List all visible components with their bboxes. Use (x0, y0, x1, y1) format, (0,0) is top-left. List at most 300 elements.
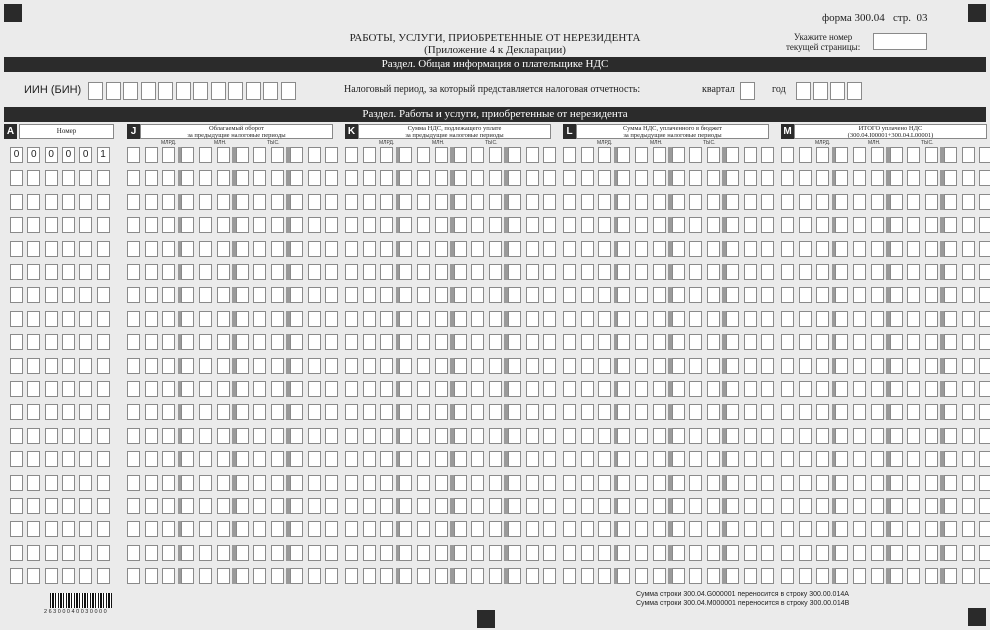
amount-digit-cell[interactable] (635, 334, 648, 350)
amount-digit-cell[interactable] (345, 475, 358, 491)
page-number-input[interactable] (873, 33, 927, 50)
number-digit-cell[interactable] (45, 404, 58, 420)
amount-digit-cell[interactable] (689, 428, 702, 444)
amount-digit-cell[interactable] (672, 381, 685, 397)
amount-digit-cell[interactable] (726, 451, 739, 467)
amount-digit-cell[interactable] (435, 241, 448, 257)
amount-digit-cell[interactable] (290, 568, 303, 584)
amount-digit-cell[interactable] (781, 334, 794, 350)
amount-digit-cell[interactable] (761, 264, 774, 280)
amount-digit-cell[interactable] (563, 521, 576, 537)
amount-digit-cell[interactable] (399, 475, 412, 491)
amount-digit-cell[interactable] (454, 428, 467, 444)
amount-digit-cell[interactable] (380, 428, 393, 444)
amount-digit-cell[interactable] (563, 568, 576, 584)
amount-digit-cell[interactable] (181, 381, 194, 397)
amount-digit-cell[interactable] (672, 404, 685, 420)
amount-digit-cell[interactable] (271, 287, 284, 303)
amount-digit-cell[interactable] (853, 311, 866, 327)
amount-digit-cell[interactable] (707, 194, 720, 210)
amount-digit-cell[interactable] (399, 311, 412, 327)
amount-digit-cell[interactable] (744, 170, 757, 186)
amount-digit-cell[interactable] (181, 217, 194, 233)
amount-digit-cell[interactable] (672, 147, 685, 163)
number-digit-cell[interactable] (27, 545, 40, 561)
amount-digit-cell[interactable] (816, 194, 829, 210)
amount-digit-cell[interactable] (145, 194, 158, 210)
amount-digit-cell[interactable] (308, 475, 321, 491)
amount-digit-cell[interactable] (598, 264, 611, 280)
amount-digit-cell[interactable] (253, 217, 266, 233)
amount-digit-cell[interactable] (217, 311, 230, 327)
amount-digit-cell[interactable] (253, 381, 266, 397)
amount-digit-cell[interactable] (925, 568, 938, 584)
amount-digit-cell[interactable] (799, 381, 812, 397)
amount-digit-cell[interactable] (145, 311, 158, 327)
amount-digit-cell[interactable] (816, 147, 829, 163)
amount-digit-cell[interactable] (653, 498, 666, 514)
number-digit-cell[interactable] (10, 311, 23, 327)
number-digit-cell[interactable] (27, 311, 40, 327)
number-digit-cell[interactable] (27, 568, 40, 584)
amount-digit-cell[interactable] (925, 498, 938, 514)
amount-digit-cell[interactable] (635, 194, 648, 210)
amount-digit-cell[interactable] (835, 217, 848, 233)
amount-digit-cell[interactable] (979, 404, 990, 420)
number-digit-cell[interactable] (27, 264, 40, 280)
amount-digit-cell[interactable] (435, 545, 448, 561)
amount-digit-cell[interactable] (689, 568, 702, 584)
amount-digit-cell[interactable] (435, 451, 448, 467)
amount-digit-cell[interactable] (162, 428, 175, 444)
amount-digit-cell[interactable] (199, 170, 212, 186)
amount-digit-cell[interactable] (890, 147, 903, 163)
amount-digit-cell[interactable] (454, 264, 467, 280)
amount-digit-cell[interactable] (127, 287, 140, 303)
amount-digit-cell[interactable] (271, 194, 284, 210)
number-digit-cell[interactable] (79, 451, 92, 467)
amount-digit-cell[interactable] (944, 147, 957, 163)
amount-digit-cell[interactable] (689, 498, 702, 514)
amount-digit-cell[interactable] (508, 287, 521, 303)
amount-digit-cell[interactable] (707, 334, 720, 350)
amount-digit-cell[interactable] (435, 194, 448, 210)
amount-digit-cell[interactable] (581, 475, 594, 491)
amount-digit-cell[interactable] (253, 241, 266, 257)
amount-digit-cell[interactable] (399, 521, 412, 537)
amount-digit-cell[interactable] (380, 194, 393, 210)
amount-digit-cell[interactable] (744, 358, 757, 374)
number-digit-cell[interactable] (27, 287, 40, 303)
amount-digit-cell[interactable] (835, 498, 848, 514)
amount-digit-cell[interactable] (454, 194, 467, 210)
amount-digit-cell[interactable] (835, 475, 848, 491)
amount-digit-cell[interactable] (979, 475, 990, 491)
amount-digit-cell[interactable] (726, 358, 739, 374)
amount-digit-cell[interactable] (290, 170, 303, 186)
amount-digit-cell[interactable] (236, 475, 249, 491)
amount-digit-cell[interactable] (181, 545, 194, 561)
amount-digit-cell[interactable] (781, 545, 794, 561)
amount-digit-cell[interactable] (835, 241, 848, 257)
amount-digit-cell[interactable] (853, 170, 866, 186)
amount-digit-cell[interactable] (689, 358, 702, 374)
amount-digit-cell[interactable] (435, 287, 448, 303)
amount-digit-cell[interactable] (162, 194, 175, 210)
amount-digit-cell[interactable] (635, 475, 648, 491)
amount-digit-cell[interactable] (907, 428, 920, 444)
amount-digit-cell[interactable] (962, 311, 975, 327)
amount-digit-cell[interactable] (508, 358, 521, 374)
amount-digit-cell[interactable] (853, 217, 866, 233)
amount-digit-cell[interactable] (435, 264, 448, 280)
amount-digit-cell[interactable] (508, 311, 521, 327)
amount-digit-cell[interactable] (563, 217, 576, 233)
number-digit-cell[interactable] (79, 521, 92, 537)
amount-digit-cell[interactable] (471, 358, 484, 374)
amount-digit-cell[interactable] (871, 498, 884, 514)
amount-digit-cell[interactable] (890, 264, 903, 280)
number-digit-cell[interactable] (79, 264, 92, 280)
amount-digit-cell[interactable] (217, 475, 230, 491)
amount-digit-cell[interactable] (907, 358, 920, 374)
amount-digit-cell[interactable] (417, 194, 430, 210)
amount-digit-cell[interactable] (871, 217, 884, 233)
amount-digit-cell[interactable] (925, 194, 938, 210)
amount-digit-cell[interactable] (325, 264, 338, 280)
amount-digit-cell[interactable] (271, 264, 284, 280)
amount-digit-cell[interactable] (707, 381, 720, 397)
amount-digit-cell[interactable] (761, 381, 774, 397)
amount-digit-cell[interactable] (598, 217, 611, 233)
number-digit-cell[interactable] (45, 287, 58, 303)
number-digit-cell[interactable] (79, 568, 92, 584)
amount-digit-cell[interactable] (581, 545, 594, 561)
amount-digit-cell[interactable] (526, 147, 539, 163)
amount-digit-cell[interactable] (907, 170, 920, 186)
amount-digit-cell[interactable] (199, 568, 212, 584)
amount-digit-cell[interactable] (380, 498, 393, 514)
amount-digit-cell[interactable] (399, 358, 412, 374)
amount-digit-cell[interactable] (890, 311, 903, 327)
amount-digit-cell[interactable] (563, 147, 576, 163)
amount-digit-cell[interactable] (890, 358, 903, 374)
amount-digit-cell[interactable] (380, 147, 393, 163)
amount-digit-cell[interactable] (417, 334, 430, 350)
amount-digit-cell[interactable] (380, 545, 393, 561)
amount-digit-cell[interactable] (363, 217, 376, 233)
amount-digit-cell[interactable] (726, 381, 739, 397)
amount-digit-cell[interactable] (399, 404, 412, 420)
amount-digit-cell[interactable] (979, 451, 990, 467)
amount-digit-cell[interactable] (162, 358, 175, 374)
amount-digit-cell[interactable] (653, 381, 666, 397)
amount-digit-cell[interactable] (816, 287, 829, 303)
amount-digit-cell[interactable] (781, 568, 794, 584)
amount-digit-cell[interactable] (489, 358, 502, 374)
amount-digit-cell[interactable] (236, 264, 249, 280)
amount-digit-cell[interactable] (853, 451, 866, 467)
amount-digit-cell[interactable] (907, 147, 920, 163)
amount-digit-cell[interactable] (181, 287, 194, 303)
amount-digit-cell[interactable] (563, 428, 576, 444)
amount-digit-cell[interactable] (435, 311, 448, 327)
amount-digit-cell[interactable] (417, 381, 430, 397)
amount-digit-cell[interactable] (290, 147, 303, 163)
amount-digit-cell[interactable] (181, 311, 194, 327)
amount-digit-cell[interactable] (653, 568, 666, 584)
amount-digit-cell[interactable] (363, 568, 376, 584)
amount-digit-cell[interactable] (543, 545, 556, 561)
amount-digit-cell[interactable] (689, 404, 702, 420)
amount-digit-cell[interactable] (962, 194, 975, 210)
number-digit-cell[interactable] (97, 334, 110, 350)
amount-digit-cell[interactable] (744, 241, 757, 257)
amount-digit-cell[interactable] (526, 217, 539, 233)
amount-digit-cell[interactable] (707, 475, 720, 491)
amount-digit-cell[interactable] (417, 264, 430, 280)
amount-digit-cell[interactable] (526, 428, 539, 444)
amount-digit-cell[interactable] (726, 194, 739, 210)
amount-digit-cell[interactable] (835, 311, 848, 327)
amount-digit-cell[interactable] (835, 170, 848, 186)
amount-digit-cell[interactable] (689, 545, 702, 561)
amount-digit-cell[interactable] (925, 428, 938, 444)
amount-digit-cell[interactable] (162, 264, 175, 280)
amount-digit-cell[interactable] (435, 521, 448, 537)
amount-digit-cell[interactable] (127, 311, 140, 327)
amount-digit-cell[interactable] (707, 428, 720, 444)
amount-digit-cell[interactable] (890, 381, 903, 397)
amount-digit-cell[interactable] (890, 521, 903, 537)
amount-digit-cell[interactable] (325, 568, 338, 584)
amount-digit-cell[interactable] (145, 170, 158, 186)
amount-digit-cell[interactable] (399, 170, 412, 186)
iin-digit-cell[interactable] (228, 82, 243, 100)
amount-digit-cell[interactable] (363, 498, 376, 514)
amount-digit-cell[interactable] (399, 194, 412, 210)
amount-digit-cell[interactable] (598, 358, 611, 374)
amount-digit-cell[interactable] (417, 311, 430, 327)
quarter-input[interactable] (740, 82, 755, 100)
amount-digit-cell[interactable] (526, 521, 539, 537)
amount-digit-cell[interactable] (581, 194, 594, 210)
amount-digit-cell[interactable] (435, 147, 448, 163)
amount-digit-cell[interactable] (707, 311, 720, 327)
number-digit-cell[interactable] (97, 287, 110, 303)
amount-digit-cell[interactable] (979, 545, 990, 561)
amount-digit-cell[interactable] (236, 287, 249, 303)
number-digit-cell[interactable] (97, 381, 110, 397)
amount-digit-cell[interactable] (635, 545, 648, 561)
amount-digit-cell[interactable] (345, 217, 358, 233)
amount-digit-cell[interactable] (635, 498, 648, 514)
amount-digit-cell[interactable] (653, 194, 666, 210)
amount-digit-cell[interactable] (145, 404, 158, 420)
amount-digit-cell[interactable] (526, 241, 539, 257)
number-digit-cell[interactable] (27, 381, 40, 397)
amount-digit-cell[interactable] (799, 217, 812, 233)
amount-digit-cell[interactable] (799, 475, 812, 491)
amount-digit-cell[interactable] (345, 498, 358, 514)
amount-digit-cell[interactable] (563, 311, 576, 327)
amount-digit-cell[interactable] (508, 404, 521, 420)
amount-digit-cell[interactable] (345, 194, 358, 210)
amount-digit-cell[interactable] (563, 475, 576, 491)
amount-digit-cell[interactable] (417, 428, 430, 444)
amount-digit-cell[interactable] (236, 241, 249, 257)
amount-digit-cell[interactable] (744, 568, 757, 584)
amount-digit-cell[interactable] (236, 147, 249, 163)
amount-digit-cell[interactable] (399, 545, 412, 561)
amount-digit-cell[interactable] (236, 451, 249, 467)
amount-digit-cell[interactable] (543, 475, 556, 491)
iin-digit-cell[interactable] (193, 82, 208, 100)
amount-digit-cell[interactable] (181, 521, 194, 537)
amount-digit-cell[interactable] (253, 170, 266, 186)
amount-digit-cell[interactable] (944, 521, 957, 537)
amount-digit-cell[interactable] (290, 498, 303, 514)
amount-digit-cell[interactable] (380, 381, 393, 397)
amount-digit-cell[interactable] (617, 194, 630, 210)
amount-digit-cell[interactable] (890, 451, 903, 467)
amount-digit-cell[interactable] (962, 334, 975, 350)
amount-digit-cell[interactable] (308, 170, 321, 186)
number-digit-cell[interactable] (97, 217, 110, 233)
amount-digit-cell[interactable] (308, 334, 321, 350)
amount-digit-cell[interactable] (890, 428, 903, 444)
number-digit-cell[interactable] (45, 194, 58, 210)
amount-digit-cell[interactable] (563, 194, 576, 210)
amount-digit-cell[interactable] (471, 381, 484, 397)
amount-digit-cell[interactable] (617, 241, 630, 257)
amount-digit-cell[interactable] (653, 241, 666, 257)
amount-digit-cell[interactable] (853, 521, 866, 537)
amount-digit-cell[interactable] (871, 475, 884, 491)
number-digit-cell[interactable] (45, 568, 58, 584)
amount-digit-cell[interactable] (417, 568, 430, 584)
amount-digit-cell[interactable] (907, 217, 920, 233)
amount-digit-cell[interactable] (563, 404, 576, 420)
amount-digit-cell[interactable] (345, 334, 358, 350)
amount-digit-cell[interactable] (944, 428, 957, 444)
amount-digit-cell[interactable] (979, 381, 990, 397)
amount-digit-cell[interactable] (363, 264, 376, 280)
amount-digit-cell[interactable] (127, 194, 140, 210)
amount-digit-cell[interactable] (672, 521, 685, 537)
amount-digit-cell[interactable] (635, 568, 648, 584)
number-digit-cell[interactable] (27, 428, 40, 444)
amount-digit-cell[interactable] (617, 334, 630, 350)
amount-digit-cell[interactable] (253, 334, 266, 350)
amount-digit-cell[interactable] (962, 568, 975, 584)
amount-digit-cell[interactable] (271, 311, 284, 327)
amount-digit-cell[interactable] (199, 147, 212, 163)
amount-digit-cell[interactable] (145, 217, 158, 233)
amount-digit-cell[interactable] (653, 475, 666, 491)
amount-digit-cell[interactable] (454, 311, 467, 327)
amount-digit-cell[interactable] (363, 241, 376, 257)
amount-digit-cell[interactable] (944, 451, 957, 467)
amount-digit-cell[interactable] (162, 241, 175, 257)
amount-digit-cell[interactable] (799, 170, 812, 186)
amount-digit-cell[interactable] (944, 311, 957, 327)
amount-digit-cell[interactable] (726, 311, 739, 327)
amount-digit-cell[interactable] (598, 475, 611, 491)
amount-digit-cell[interactable] (543, 498, 556, 514)
amount-digit-cell[interactable] (925, 404, 938, 420)
amount-digit-cell[interactable] (781, 451, 794, 467)
amount-digit-cell[interactable] (435, 334, 448, 350)
amount-digit-cell[interactable] (871, 334, 884, 350)
number-digit-cell[interactable] (79, 404, 92, 420)
year-digit-cell[interactable] (796, 82, 811, 100)
number-digit-cell[interactable] (97, 170, 110, 186)
number-digit-cell[interactable] (97, 475, 110, 491)
amount-digit-cell[interactable] (979, 521, 990, 537)
amount-digit-cell[interactable] (217, 334, 230, 350)
amount-digit-cell[interactable] (345, 311, 358, 327)
amount-digit-cell[interactable] (253, 311, 266, 327)
amount-digit-cell[interactable] (345, 521, 358, 537)
number-digit-cell[interactable] (79, 358, 92, 374)
amount-digit-cell[interactable] (653, 428, 666, 444)
amount-digit-cell[interactable] (635, 311, 648, 327)
amount-digit-cell[interactable] (308, 311, 321, 327)
amount-digit-cell[interactable] (508, 264, 521, 280)
amount-digit-cell[interactable] (127, 545, 140, 561)
amount-digit-cell[interactable] (853, 358, 866, 374)
amount-digit-cell[interactable] (689, 147, 702, 163)
amount-digit-cell[interactable] (271, 241, 284, 257)
amount-digit-cell[interactable] (944, 217, 957, 233)
number-digit-cell[interactable] (62, 217, 75, 233)
year-digit-cell[interactable] (847, 82, 862, 100)
amount-digit-cell[interactable] (236, 334, 249, 350)
amount-digit-cell[interactable] (962, 241, 975, 257)
amount-digit-cell[interactable] (907, 311, 920, 327)
amount-digit-cell[interactable] (325, 334, 338, 350)
amount-digit-cell[interactable] (979, 428, 990, 444)
amount-digit-cell[interactable] (672, 334, 685, 350)
amount-digit-cell[interactable] (761, 498, 774, 514)
number-digit-cell[interactable] (79, 194, 92, 210)
amount-digit-cell[interactable] (907, 194, 920, 210)
amount-digit-cell[interactable] (199, 475, 212, 491)
amount-digit-cell[interactable] (744, 451, 757, 467)
amount-digit-cell[interactable] (471, 568, 484, 584)
amount-digit-cell[interactable] (799, 287, 812, 303)
amount-digit-cell[interactable] (726, 568, 739, 584)
amount-digit-cell[interactable] (508, 451, 521, 467)
amount-digit-cell[interactable] (290, 264, 303, 280)
amount-digit-cell[interactable] (598, 287, 611, 303)
iin-digit-cell[interactable] (141, 82, 156, 100)
amount-digit-cell[interactable] (145, 334, 158, 350)
number-digit-cell[interactable] (62, 381, 75, 397)
amount-digit-cell[interactable] (761, 358, 774, 374)
amount-digit-cell[interactable] (217, 194, 230, 210)
amount-digit-cell[interactable] (689, 287, 702, 303)
amount-digit-cell[interactable] (653, 170, 666, 186)
amount-digit-cell[interactable] (325, 241, 338, 257)
amount-digit-cell[interactable] (454, 334, 467, 350)
amount-digit-cell[interactable] (271, 358, 284, 374)
amount-digit-cell[interactable] (944, 404, 957, 420)
amount-digit-cell[interactable] (617, 498, 630, 514)
amount-digit-cell[interactable] (236, 358, 249, 374)
amount-digit-cell[interactable] (526, 498, 539, 514)
